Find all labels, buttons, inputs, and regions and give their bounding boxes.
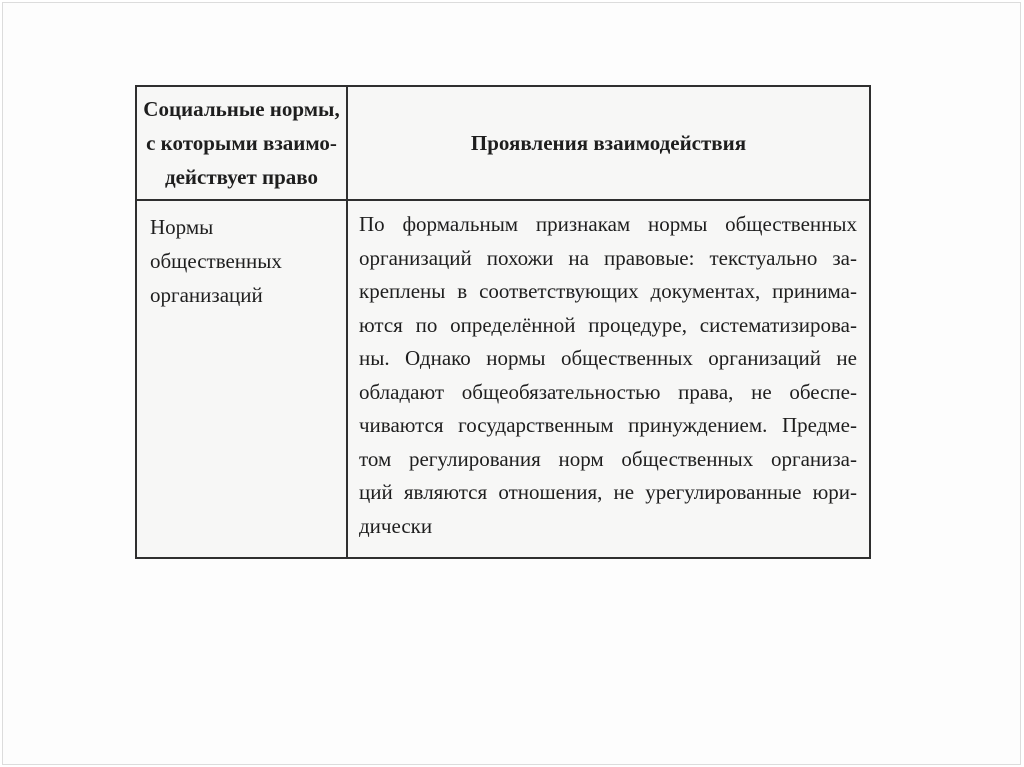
header-text-line: Проявления взаимодействия [470, 131, 747, 155]
norm-type-text-line: организаций [150, 283, 263, 307]
interaction-text-line: ций являются отношения, не урегулированные юри- [359, 480, 857, 504]
header-text-line: Социальные нормы, [143, 97, 340, 121]
interaction-text-line: креплены в соответствующих документах, принима- [359, 279, 857, 303]
norm-type-text-line: Нормы [150, 215, 214, 239]
interaction-text-line: чиваются государственным принуждением. Предме- [359, 413, 857, 437]
interaction-text-line: По формальным признакам нормы общественных [359, 212, 857, 236]
interaction-text-line: ются по определённой процедуре, систематизирова- [359, 312, 857, 337]
table-row [137, 201, 869, 557]
interaction-text-line: дически [359, 513, 433, 538]
header-text-line: с которыми взаимо- [146, 131, 337, 155]
social-norms-table [135, 85, 871, 559]
header-text-line: действует право [164, 165, 319, 189]
table-header-row [137, 87, 869, 201]
interaction-text-line: ны. Однако нормы общественных организаций не [359, 346, 857, 370]
interaction-text-line: организаций похожи на правовые: текстуально за- [359, 245, 857, 270]
header-cell-manifestations [348, 87, 869, 199]
slide-frame [2, 2, 1021, 765]
interaction-text-line: том регулирования норм общественных организа- [359, 446, 857, 471]
norm-type-text-line: общественных [150, 249, 282, 273]
interaction-text-line: обладают общеобязательностью права, не обеспе- [359, 379, 857, 404]
cell-norm-type [137, 201, 348, 557]
header-cell-social-norms [137, 87, 348, 199]
cell-interaction-description [348, 201, 869, 557]
